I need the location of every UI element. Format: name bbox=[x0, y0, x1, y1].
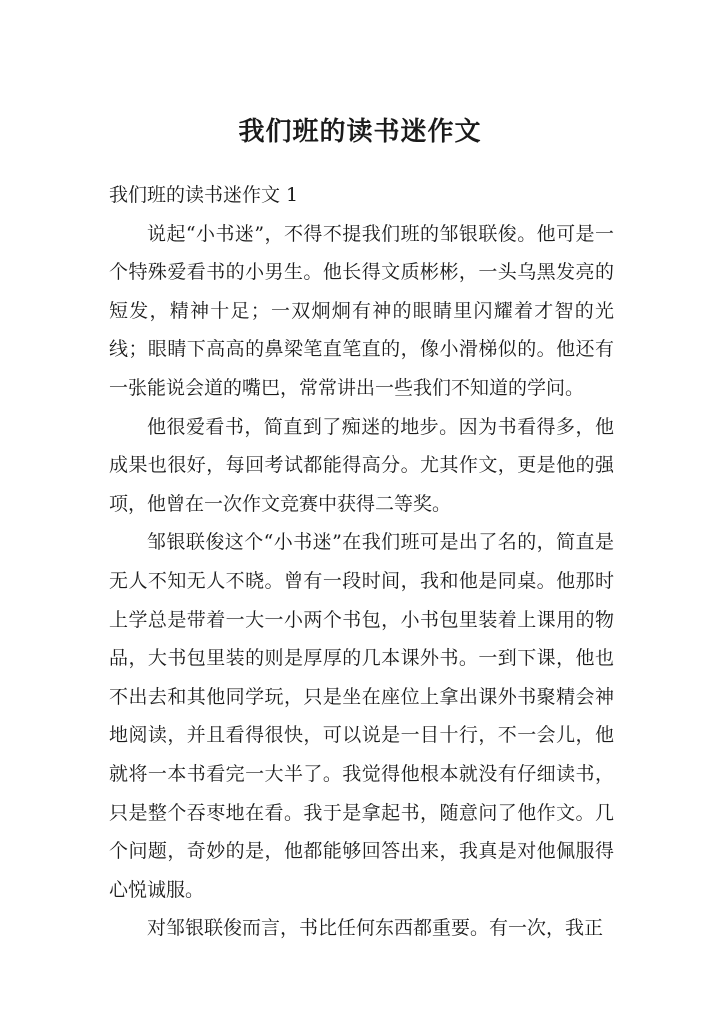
document-body bbox=[109, 176, 614, 948]
paragraph-3: 邹银联俊这个“小书迷”在我们班可是出了名的，简直是无人不知无人不晓。曾有一段时间，我和他是同桌。他那时上学总是带着一大一小两个书包，小书包里装着上课用的物品，大书包里装的则是厚厚的几本课外书。一到下课，他也不出去和其他同学玩，只是坐在座位上拿出课外书聚精会神地阅读，并且看得很快，可以说是一目十行，不一会儿，他就将一本书看完一大半了。我觉得他根本就没有仔细读书，只是整个吞枣地在看。我于是拿起书，随意问了他作文。几个问题，奇妙的是，他都能够回答出来，我真是对他佩服得心悦诚服。 bbox=[109, 531, 614, 901]
document-title: 我们班的读书迷作文 bbox=[238, 117, 482, 147]
paragraph-2: 他很爱看书，简直到了痴迷的地步。因为书看得多，他成果也很好，每回考试都能得高分。尤其作文，更是他的强项，他曾在一次作文竞赛中获得二等奖。 bbox=[109, 415, 614, 515]
paragraph-1: 说起“小书迷”，不得不提我们班的邹银联俊。他可是一个特殊爱看书的小男生。他长得文质彬彬，一头乌黑发亮的短发，精神十足；一双炯炯有神的眼睛里闪耀着才智的光线；眼睛下高高的鼻梁笔直笔直的，像小滑梯似的。他还有一张能说会道的嘴巴，常常讲出一些我们不知道的学问。 bbox=[109, 222, 614, 399]
section-subtitle: 我们班的读书迷作文 1 bbox=[109, 184, 299, 206]
paragraph-4: 对邹银联俊而言，书比任何东西都重要。有一次，我正 bbox=[147, 917, 604, 940]
